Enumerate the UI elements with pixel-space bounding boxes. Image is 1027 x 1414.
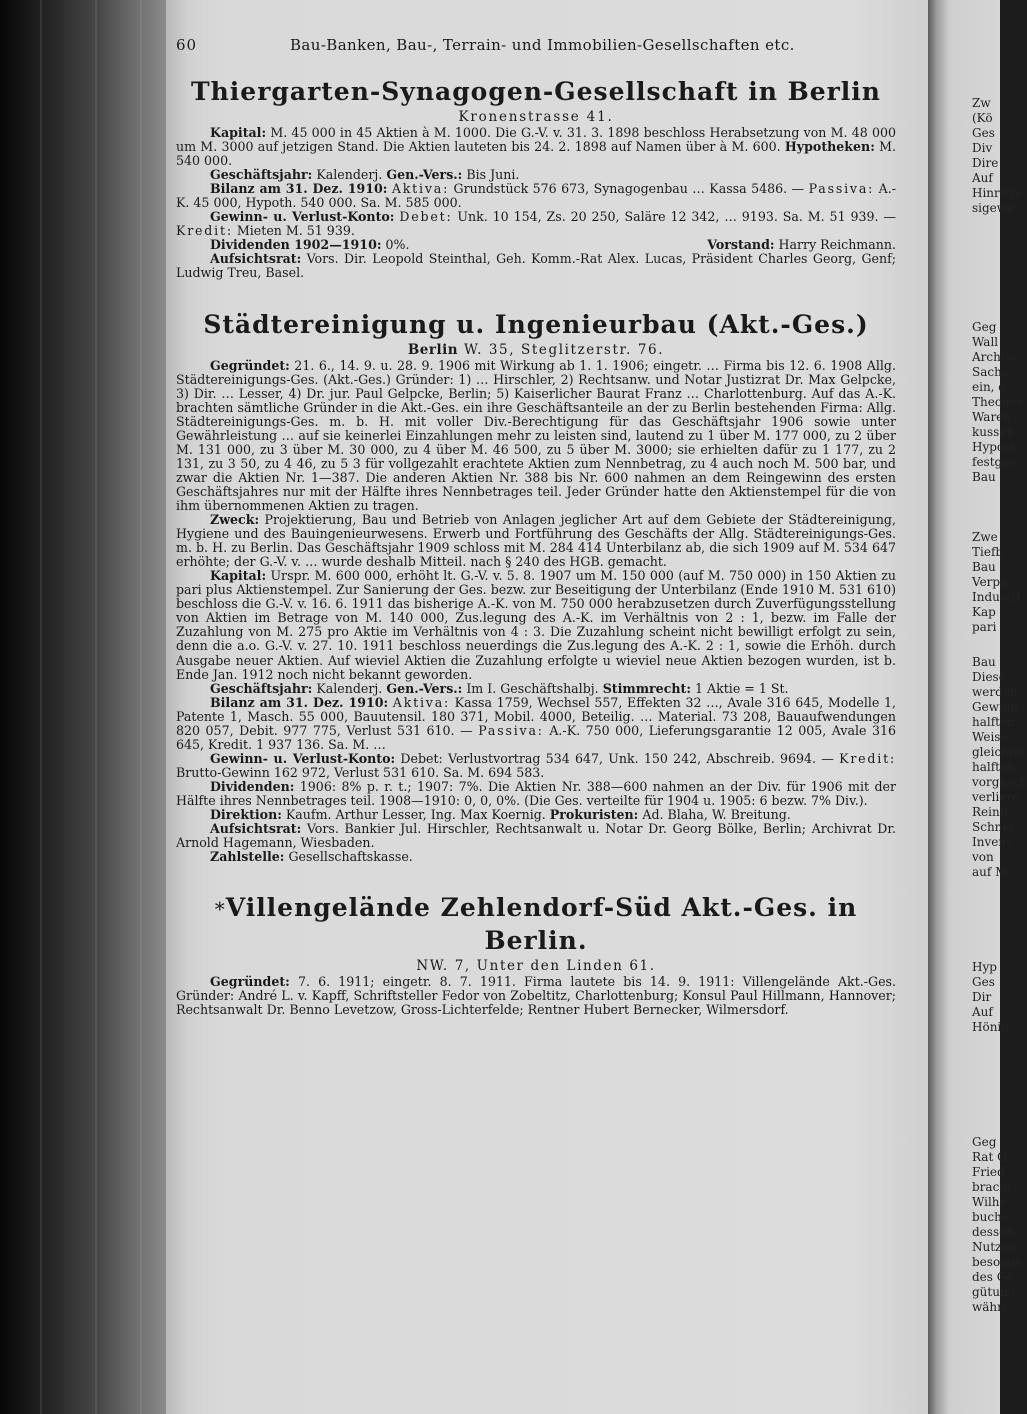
facing-page-fragment: verliere xyxy=(972,790,1020,804)
bilanz-paragraph xyxy=(176,696,896,752)
facing-page-fragment: Tiefb xyxy=(972,545,1004,559)
facing-page-fragment: Schnei xyxy=(972,820,1014,834)
entry-address: Kronenstrasse 41. xyxy=(458,109,614,125)
facing-page-fragment: pari xyxy=(972,620,997,634)
facing-page-fragment: gütung xyxy=(972,1285,1016,1299)
field-sublabel: Passiva: xyxy=(808,181,875,197)
facing-page-fragment: Geg xyxy=(972,1135,997,1149)
facing-page-fragment: halften xyxy=(972,715,1015,729)
facing-page-fragment: Gewinn xyxy=(972,700,1019,714)
page-content xyxy=(176,38,896,1017)
facing-page-fragment: von xyxy=(972,850,994,864)
facing-page-fragment: Fried xyxy=(972,1165,1005,1179)
facing-page-fragment: Div xyxy=(972,141,993,155)
facing-page-fragment: Industri xyxy=(972,590,1021,604)
facing-page-fragment: Dir xyxy=(972,990,992,1004)
field-label: Kapital: xyxy=(210,125,267,140)
facing-page-fragment: Invent xyxy=(972,835,1011,849)
facing-page-fragment: halften xyxy=(972,760,1015,774)
field-text: 1906: 8% p. r. t.; 1907: 7%. Die Aktien Nr. 388—600 nahmen an der Div. für 1906 mit der Hälfte ihres Nennbetrages teil. 1908—1910: 0, 0, 0%. (Die Ges. verteilte für 1904 u. 1905: 6 bezw. 7% Div.). xyxy=(176,778,896,808)
facing-page-edge xyxy=(928,0,1027,1414)
field-label: Gegründet: xyxy=(210,974,290,990)
field-text: Kaufm. Arthur Lesser, Ing. Max Koernig. xyxy=(281,807,546,823)
facing-page-fragment: Ges xyxy=(972,975,995,989)
facing-page-fragment: kussen xyxy=(972,425,1015,439)
entry-title: Villengelände Zehlendorf-Süd Akt.-Ges. in Berlin. xyxy=(225,893,858,956)
facing-page-fragment: sigewe xyxy=(972,201,1015,215)
field-text: 1 Aktie = 1 St. xyxy=(691,680,789,696)
field-text: Bis Juni. xyxy=(462,167,520,183)
facing-page-fragment: Archite xyxy=(972,350,1017,364)
field-sublabel: Debet: xyxy=(399,209,453,225)
dividenden-paragraph xyxy=(176,780,896,808)
entry-villengelaende-zehlendorf xyxy=(176,892,896,1017)
asterisk-marker: * xyxy=(214,897,226,922)
field-label: Aufsichtsrat: xyxy=(210,251,302,267)
field-text: Debet: Verlustvortrag 534 647, Unk. 150 242, Abschreib. 9694. — xyxy=(395,750,834,766)
facing-page-fragment: dessen xyxy=(972,1225,1014,1239)
field-label: Gen.-Vers.: xyxy=(386,680,463,696)
facing-page-fragment: festges xyxy=(972,455,1016,469)
facing-page-fragment: Reinh xyxy=(972,805,1008,819)
entry-staedtereinigung xyxy=(176,309,896,865)
field-label: Gegründet: xyxy=(210,357,290,373)
facing-page-fragment: vorgesch xyxy=(972,775,1027,789)
guv-paragraph xyxy=(176,210,896,238)
field-text: Grundstück 576 673, Synagogenbau … Kassa 5486. — xyxy=(449,181,805,197)
facing-page-fragment: gleichbe xyxy=(972,745,1024,759)
entry-title: Städtereinigung u. Ingenieurbau (Akt.-Ges.) xyxy=(203,309,869,339)
facing-page-fragment: Sache xyxy=(972,365,1009,379)
direktion-paragraph xyxy=(176,808,896,822)
field-label: Direktion: xyxy=(210,807,282,823)
dividenden-vorstand-row xyxy=(176,238,896,252)
facing-page-fragment: Hyp xyxy=(972,960,997,974)
facing-page-fragment: Waren xyxy=(972,410,1012,424)
facing-page-fragment: Rat O xyxy=(972,1150,1007,1164)
field-label: Aufsichtsrat: xyxy=(210,821,302,837)
facing-page-fragment: Diese xyxy=(972,670,1006,684)
field-text: 0%. xyxy=(381,237,410,253)
gegruendet-paragraph xyxy=(176,359,896,514)
entry-thiergarten-synagogen xyxy=(176,76,896,281)
facing-page-fragment: Geg xyxy=(972,320,997,334)
facing-page-fragment: (Kö xyxy=(972,111,993,125)
field-label: Gewinn- u. Verlust-Konto: xyxy=(210,209,395,225)
field-label: Dividenden: xyxy=(210,778,295,794)
field-label: Kapital: xyxy=(210,568,267,584)
facing-page-fragment: Zw xyxy=(972,96,991,110)
bilanz-paragraph xyxy=(176,182,896,210)
kapital-paragraph xyxy=(176,569,896,681)
geschaeftsjahr-paragraph xyxy=(176,682,896,696)
field-text: Mieten M. 51 939. xyxy=(232,223,355,239)
facing-page-fragment: Nutzun xyxy=(972,1240,1017,1254)
field-label: Geschäftsjahr: xyxy=(210,680,313,696)
field-text: Kalenderj. xyxy=(312,680,383,696)
field-sublabel: Aktiva: xyxy=(391,181,450,197)
field-text: Projektierung, Bau und Betrieb von Anlagen jeglicher Art auf dem Gebiete der Städtereinigung, Hygiene und des Bauingenieurwesens. Erwerb und Fortführung des Geschäfts der Allg. Städtereinigungs-Ges. m. b. H. zu Berlin. Das Geschäftsjahr 1909 schloss mit M. 284 414 Unterbilanz ab, die sich 1909 auf M. 534 647 erhöhte; der G.-V. v. … wurde deshalb Mitteil. nach § 240 des HGB. gemacht. xyxy=(176,512,896,570)
entry-address xyxy=(176,341,896,359)
field-text: Vors. Dir. Leopold Steinthal, Geh. Komm.-Rat Alex. Lucas, Präsident Charles Georg, Genf; Ludwig Treu, Basel. xyxy=(176,251,896,281)
field-sublabel: Kredit: xyxy=(176,223,233,239)
field-label: Gen.-Vers.: xyxy=(386,167,463,183)
facing-page-fragment: Hypoth xyxy=(972,440,1017,454)
field-text: Kassa 1759, Wechsel 557, Effekten 32 …, Avale 316 645, Modelle 1, Patente 1, Masch. 55 000, Bauutensil. 180 371, Mobil. 4000, Beteilig. … Material. 73 208, Bauaufwendungen 820 057, Debit. 977 775, Verlust 531 610. — xyxy=(176,694,896,738)
facing-page-fragment: Dire xyxy=(972,156,999,170)
facing-page-fragment: Wall xyxy=(972,335,999,349)
facing-page-fragment: besonde xyxy=(972,1255,1023,1269)
field-text: M. 45 000 in 45 Aktien à M. 1000. Die G.-V. v. 31. 3. 1898 beschloss Herabsetzung von M. 48 000 um M. 3000 auf jetzigen Stand. Die Aktien lauteten bis 24. 2. 1898 auf Namen über à M. 600. xyxy=(176,125,896,155)
entry-street: W. 35, Steglitzerstr. 76. xyxy=(458,341,665,358)
facing-page-fragment: Bau xyxy=(972,470,996,484)
page-number: 60 xyxy=(176,36,198,54)
facing-page-fragment: Zwe xyxy=(972,530,998,544)
field-label: Hypotheken: xyxy=(784,139,875,155)
facing-page-fragment: Hinrich- xyxy=(972,186,1023,200)
field-text: Gesellschaftskasse. xyxy=(284,849,413,865)
field-text: Urspr. M. 600 000, erhöht lt. G.-V. v. 5. 8. 1907 um M. 150 000 (auf M. 750 000) in 150 Aktien zu pari plus Aktienstempel. Zur Sanierung der Ges. bezw. zur Beseitigung der Unterbilanz (Ende 1910 M. 531 610) beschloss die G.-V. v. 16. 6. 1911 das bisherige A.-K. von M. 750 000 herabzusetzen durch Zuverfügungsstellung von Aktien im Betrage von M. 140 000, Zus.legung des A.-K. im Verhältnis von 2 : 1, bezw. im Falle der Zuzahlung von M. 275 pro Aktie im Verhältnis von 4 : 3. Die Zuzahlung scheint nicht bewilligt erfolgt zu sein, denn die a.o. G.-V. v. 27. 10. 1911 beschloss neuerdings die Zus.legung des A.-K. 2 : 1, sowie die Erhöh. durch Ausgabe neuer Aktien. Auf wieviel Aktien die Zuzahlung erfolgte u wieviel neue Aktien bezogen wurden, ist b. Ende Jan. 1912 noch nicht bekannt geworden. xyxy=(176,568,896,682)
field-label: Gewinn- u. Verlust-Konto: xyxy=(210,750,396,766)
field-label: Bilanz am 31. Dez. 1910: xyxy=(210,694,389,710)
field-text: A.-K. 45 000, Hypoth. 540 000. Sa. M. 585 000. xyxy=(176,181,896,211)
entry-address: NW. 7, Unter den Linden 61. xyxy=(416,958,656,975)
field-label: Zweck: xyxy=(210,512,260,528)
facing-page-fragment: Auf xyxy=(972,171,993,185)
facing-page-fragment: Verpa xyxy=(972,575,1008,589)
facing-page-fragment: Auf xyxy=(972,1005,993,1019)
facing-page-fragment: buche xyxy=(972,1210,1009,1224)
kapital-paragraph xyxy=(176,126,896,168)
field-text: Im I. Geschäftshalbj. xyxy=(462,680,599,696)
field-text: Unk. 10 154, Zs. 20 250, Saläre 12 342, … 9193. Sa. M. 51 939. — xyxy=(452,209,896,225)
field-text: Vors. Bankier Jul. Hirschler, Rechtsanwalt u. Notar Dr. Georg Bölke, Berlin; Archivrat Dr. Arnold Hagemann, Wiesbaden. xyxy=(176,821,896,851)
facing-page-fragment: Bau xyxy=(972,560,996,574)
facing-page-fragment: ein, d xyxy=(972,380,1006,394)
field-label: Dividenden 1902—1910: xyxy=(210,237,382,253)
facing-page-fragment: bracht xyxy=(972,1180,1012,1194)
facing-page-fragment: Ges xyxy=(972,126,995,140)
field-label: Vorstand: xyxy=(707,237,775,253)
field-text: 21. 6., 14. 9. u. 28. 9. 1906 mit Wirkung ab 1. 1. 1906; eingetr. … Firma bis 12. 6. 1908 Allg. Städtereinigungs-Ges. (Akt.-Ges.) Gründer: 1) … Hirschler, 2) Rechtsanw. und Notar Justizrat Dr. Max Gelpcke, 3) Dir. … Lesser, 4) Dr. jur. Paul Gelpcke, Berlin; 5) Kaiserlicher Baurat Franz … Charlottenburg. Auf das A.-K. brachten sämtliche Gründer in die Akt.-Ges. ein ihre Geschäftsanteile an der zu Berlin bestehenden Firma: Allg. Städtereinigungs-Ges. m. b. H. mit voller Div.-Berechtigung für das Geschäftsjahr 1906 sowie unter Gewährleistung … auf sie keinerlei Einzahlungen mehr zu leisten sind, lautend zu 1 über M. 177 000, zu 2 über M. 131 000, zu 3 über M. 30 000, zu 4 über M. 46 500, zu 5 über M. 3000; sie erhielten dafür zu 1 177, zu 2 131, zu 3 50, zu 4 46, zu 5 3 für vollgezahlt erachtete Aktien zum Nennbetrag, zu 4 auch noch M. 500 bar, und zwar die Aktien Nr. 1—387. Die anderen Aktien Nr. 388 bis Nr. 600 nahmen an dem Reingewinn des ersten Geschäftsjahres nur mit der Hälfte ihres Nennbetrages teil. Jeder Gründer hatte den Aktienstempel für die von ihm übernommenen Aktien zu tragen. xyxy=(176,357,896,513)
book-binding xyxy=(0,0,168,1414)
field-text: M. 540 000. xyxy=(176,139,896,169)
facing-page-fragment: auf M. xyxy=(972,865,1012,879)
facing-page-fragment: währt xyxy=(972,1300,1008,1314)
facing-page-fragment: Wilhe xyxy=(972,1195,1007,1209)
field-label: Zahlstelle: xyxy=(210,849,285,865)
field-sublabel: Aktiva: xyxy=(392,694,451,710)
field-text: Harry Reichmann. xyxy=(774,237,896,253)
field-label: Prokuristen: xyxy=(549,807,639,823)
geschaeftsjahr-paragraph xyxy=(176,168,896,182)
field-text: Brutto-Gewinn 162 972, Verlust 531 610. Sa. M. 694 583. xyxy=(176,764,545,780)
facing-page-fragment: Weise xyxy=(972,730,1008,744)
field-text: 7. 6. 1911; eingetr. 8. 7. 1911. Firma lautete bis 14. 9. 1911: Villengelände Akt.-Ges. Gründer: André L. v. Kapff, Schriftsteller Fedor von Zobeltitz, Charlottenburg; Konsul Paul Hillmann, Hannover; Rechtsanwalt Dr. Benno Levetzow, Gross-Lichterfelde; Rentner Hubert Bernecker, Wilmersdorf. xyxy=(176,974,896,1018)
field-label: Geschäftsjahr: xyxy=(210,167,313,183)
entry-city: Berlin xyxy=(407,341,459,358)
field-sublabel: Passiva: xyxy=(478,722,544,738)
entry-title: Thiergarten-Synagogen-Gesellschaft in Berlin xyxy=(191,77,881,106)
guv-paragraph xyxy=(176,752,896,780)
field-text: Ad. Blaha, W. Breitung. xyxy=(638,807,791,823)
running-header xyxy=(176,38,896,68)
gegruendet-paragraph xyxy=(176,975,896,1017)
zahlstelle-paragraph xyxy=(176,850,896,864)
aufsichtsrat-paragraph xyxy=(176,252,896,280)
field-sublabel: Kredit: xyxy=(839,750,897,766)
field-text: Kalenderj. xyxy=(312,167,383,183)
facing-page-fragment: werden xyxy=(972,685,1018,699)
field-label: Stimmrecht: xyxy=(602,680,691,696)
field-text: A.-K. 750 000, Lieferungsgarantie 12 005, Avale 316 645, Kredit. 1 937 136. Sa. M. … xyxy=(176,722,896,752)
field-label: Bilanz am 31. Dez. 1910: xyxy=(210,181,388,197)
facing-page-fragment: Bau xyxy=(972,655,996,669)
facing-page-fragment: Theodor xyxy=(972,395,1023,409)
aufsichtsrat-paragraph xyxy=(176,822,896,850)
zweck-paragraph xyxy=(176,513,896,569)
entry-title-row xyxy=(176,892,896,957)
running-title: Bau-Banken, Bau-, Terrain- und Immobilien-Gesellschaften etc. xyxy=(290,36,795,54)
facing-page-fragment: Kap xyxy=(972,605,996,619)
facing-page-fragment: Hönig. xyxy=(972,1020,1013,1034)
book-page xyxy=(166,0,928,1414)
facing-page-fragment: des Ge xyxy=(972,1270,1014,1284)
